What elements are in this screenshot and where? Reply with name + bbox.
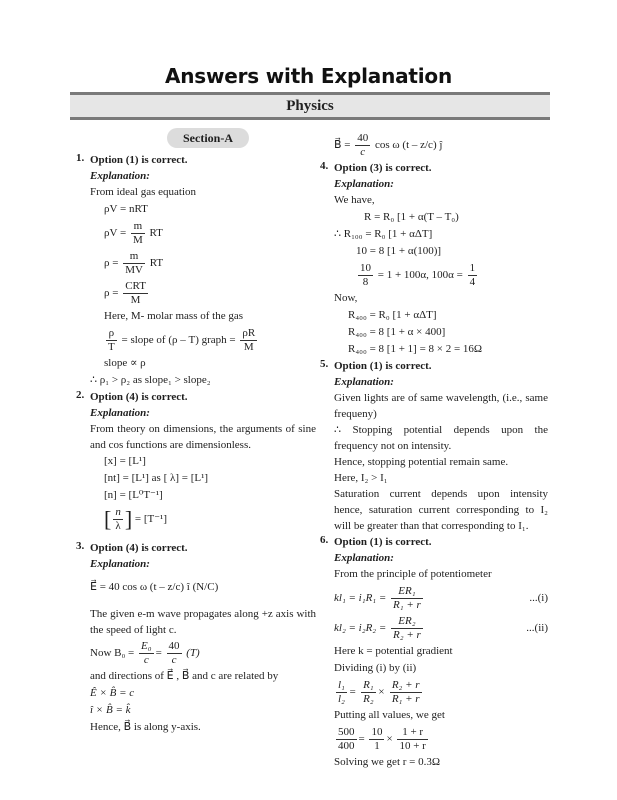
fraction [397, 726, 427, 753]
question-number: 5. [320, 358, 329, 370]
fraction [336, 726, 357, 753]
fraction [139, 640, 154, 667]
eq-lhs: kl₂ = i₂R₂ = [334, 622, 387, 634]
equation [90, 218, 316, 248]
fraction [113, 506, 123, 533]
eq-rhs: = [T⁻¹] [134, 513, 168, 525]
numerator: ρR [242, 326, 256, 339]
equation: 10 = 8 [1 + α(100)] [356, 245, 442, 257]
fraction [123, 280, 148, 307]
eq-mid: = 1 + 100α, 100α = [377, 269, 463, 281]
denominator: R₁ + r [393, 598, 421, 611]
fraction [355, 132, 370, 159]
equation: $\frac{\text{l₁}}{\text{l₂}}$ = $\frac{\text{R₁}}{\text{R₂}}$ × $\frac{\text{R₂ + r}}{\text{R₁ + r}}$ [338, 678, 420, 705]
question-number: 2. [76, 389, 85, 401]
denominator: c [360, 145, 366, 158]
numerator: CRT [125, 279, 146, 292]
equation: R₄₀₀ = 8 [1 + 1] = 8 × 2 = 16Ω [348, 343, 483, 355]
explanation-label: Explanation: [334, 178, 394, 190]
numerator: 500 [338, 725, 355, 738]
denominator: 1 [374, 739, 380, 752]
fraction [369, 726, 384, 753]
answer-2 [76, 389, 316, 534]
numerator: m [131, 220, 145, 234]
equation: Ê × B̂ = c [90, 687, 135, 700]
answer-5 [320, 358, 548, 534]
answer-4 [320, 160, 548, 358]
numerator: m [123, 250, 145, 264]
text: ∴ Stopping potential depends upon the frequency not on intensity. [334, 424, 548, 452]
text: Hence, B⃗ is along y-axis. [90, 721, 201, 734]
equation: î × B̂ = k̂ [90, 704, 131, 717]
section-badge: Section-A [167, 128, 249, 148]
text: Here, I₂ > I₁ [334, 472, 388, 484]
text: From theory on dimensions, the arguments of sine and cos functions are dimensionless. [90, 423, 316, 451]
equation: Now B₀ = $\frac{\text{E₀}}{c}$ = $\frac{40}{c}$ (T) [90, 640, 200, 667]
fraction [123, 250, 145, 277]
equation [334, 613, 548, 643]
denominator: l₂ [338, 692, 345, 705]
equation [334, 583, 548, 613]
equation: R = R₀ [1 + α(T – T₀) [364, 211, 459, 223]
text: Putting all values, we get [334, 709, 445, 721]
fraction [106, 327, 117, 354]
text: Here k = potential gradient [334, 645, 453, 657]
denominator: T [108, 340, 115, 353]
eq-lhs: ρV = [104, 227, 127, 239]
numerator: 10 [371, 725, 383, 738]
denominator: c [171, 654, 177, 667]
numerator: R₁ [363, 678, 374, 691]
equation-tag: ...(i) [529, 592, 548, 604]
fraction [391, 615, 423, 642]
denominator: 4 [469, 275, 476, 288]
eq-lhs: B⃗ = [334, 139, 351, 151]
text: and directions of E⃗ , B⃗ and c are related by [90, 670, 279, 683]
numerator: E₀ [141, 640, 152, 653]
denominator: M [243, 340, 254, 353]
text: Hence, stopping potential remain same. [334, 456, 509, 468]
explanation-label: Explanation: [90, 558, 150, 571]
text: Now, [334, 292, 358, 304]
subject-band [70, 92, 550, 120]
subject-label: Physics [286, 98, 334, 114]
question-number: 1. [76, 152, 85, 164]
answer-1 [76, 152, 316, 389]
question-number: 3. [76, 540, 85, 553]
denominator: 400 [338, 739, 355, 752]
denominator: λ [115, 519, 121, 532]
answer-3 [76, 540, 316, 736]
denominator: R₂ [363, 692, 374, 705]
equation: slope ∝ ρ [104, 357, 146, 369]
equation: [n] = [L⁰T⁻¹] [104, 489, 163, 501]
equation-tag: ...(ii) [526, 622, 548, 634]
numerator: 40 [357, 131, 369, 144]
question-number: 4. [320, 160, 329, 172]
eq-rhs: RT [149, 227, 163, 239]
denominator: 8 [362, 275, 369, 288]
equation: ∴ ρ₁ > ρ₂ as slope₁ > slope₂ [90, 374, 211, 386]
denominator: M [130, 293, 141, 306]
numerator: ER₂ [391, 615, 423, 629]
equation [90, 278, 316, 308]
fraction [468, 262, 478, 289]
left-column [76, 128, 316, 736]
answer-heading: Option (1) is correct. [334, 360, 432, 372]
answer-heading: Option (1) is correct. [90, 154, 188, 166]
text: From the principle of potentiometer [334, 568, 492, 580]
numerator: n [115, 505, 121, 518]
text: Saturation current depends upon intensity hence, saturation current corresponding to I₂ will be greater than that corresponding to I₁. [334, 488, 548, 532]
eq-lhs: Now B₀ = [90, 647, 135, 660]
fraction [358, 262, 373, 289]
equation [90, 325, 316, 355]
eq-rhs: cos ω (t – z/c) ĵ [375, 139, 443, 151]
eq-lhs: kl₁ = i₁R₁ = [334, 592, 387, 604]
text: Here, M- molar mass of the gas [104, 310, 243, 322]
fraction [390, 679, 422, 706]
answer-heading: Option (4) is correct. [90, 542, 188, 555]
text: We have, [334, 194, 375, 206]
denominator: MV [125, 263, 143, 276]
equation: [nt] = [L¹] as [ λ] = [L¹] [104, 472, 209, 484]
fraction [240, 327, 257, 354]
explanation-label: Explanation: [90, 407, 150, 419]
fraction [336, 679, 347, 706]
numerator: 1 + r [397, 726, 427, 740]
numerator: l₁ [338, 678, 345, 691]
equation: ρV = nRT [104, 203, 148, 215]
numerator: 40 [168, 640, 180, 653]
numerator: 10 [360, 261, 371, 274]
equation: E⃗ = 40 cos ω (t – z/c) î (N/C) [90, 581, 219, 594]
equation [320, 130, 548, 160]
answer-heading: Option (4) is correct. [90, 391, 188, 403]
answer-heading: Option (1) is correct. [334, 536, 432, 548]
explanation-label: Explanation: [90, 170, 150, 182]
numerator: ρ [106, 327, 117, 341]
numerator: 1 [469, 261, 476, 274]
equation: [ $\frac{n}{\lambda}$ ] = [T⁻¹] [104, 505, 168, 532]
denominator: c [143, 654, 149, 667]
eq-rhs: RT [149, 257, 164, 269]
equation: ∴ R₁₀₀ = R₀ [1 + αΔT] [334, 228, 433, 240]
text: The given e-m wave propagates along +z axis with the speed of light c. [90, 608, 316, 637]
denominator: R₁ + r [391, 692, 420, 705]
text: Dividing (i) by (ii) [334, 662, 417, 674]
equation: R₄₀₀ = R₀ [1 + αΔT] [348, 309, 437, 321]
text: From ideal gas equation [90, 186, 197, 198]
text: Given lights are of same wavelength, (i.e., same frequeny) [334, 392, 548, 420]
eq-rhs: (T) [186, 647, 200, 660]
fraction [391, 585, 423, 612]
equation: $\frac{500}{400}$ = $\frac{10}{1}$ × $\frac{1 + r}{10 + r}$ [338, 725, 426, 752]
fraction [131, 220, 145, 247]
eq-mid: = slope of (ρ – T) graph = [121, 334, 236, 346]
equation [334, 260, 548, 290]
equation: R₄₀₀ = 8 [1 + α × 400] [348, 326, 446, 338]
answer-6 [320, 534, 548, 771]
explanation-label: Explanation: [334, 552, 394, 564]
equation [90, 248, 316, 278]
denominator: R₂ + r [393, 628, 421, 641]
numerator: ER₁ [391, 585, 423, 599]
question-number: 6. [320, 534, 329, 546]
right-column [320, 130, 548, 771]
explanation-label: Explanation: [334, 376, 394, 388]
eq-lhs: ρ = [104, 287, 119, 299]
fraction [167, 640, 182, 667]
fraction [361, 679, 376, 706]
equation: [x] = [L¹] [104, 455, 146, 467]
eq-lhs: ρ = [104, 257, 119, 269]
text: Solving we get r = 0.3Ω [334, 756, 441, 768]
denominator: 10 + r [399, 739, 426, 752]
answer-heading: Option (3) is correct. [334, 162, 432, 174]
numerator: R₂ + r [391, 678, 420, 691]
denominator: M [132, 233, 143, 246]
page-title: Answers with Explanation [164, 64, 453, 88]
